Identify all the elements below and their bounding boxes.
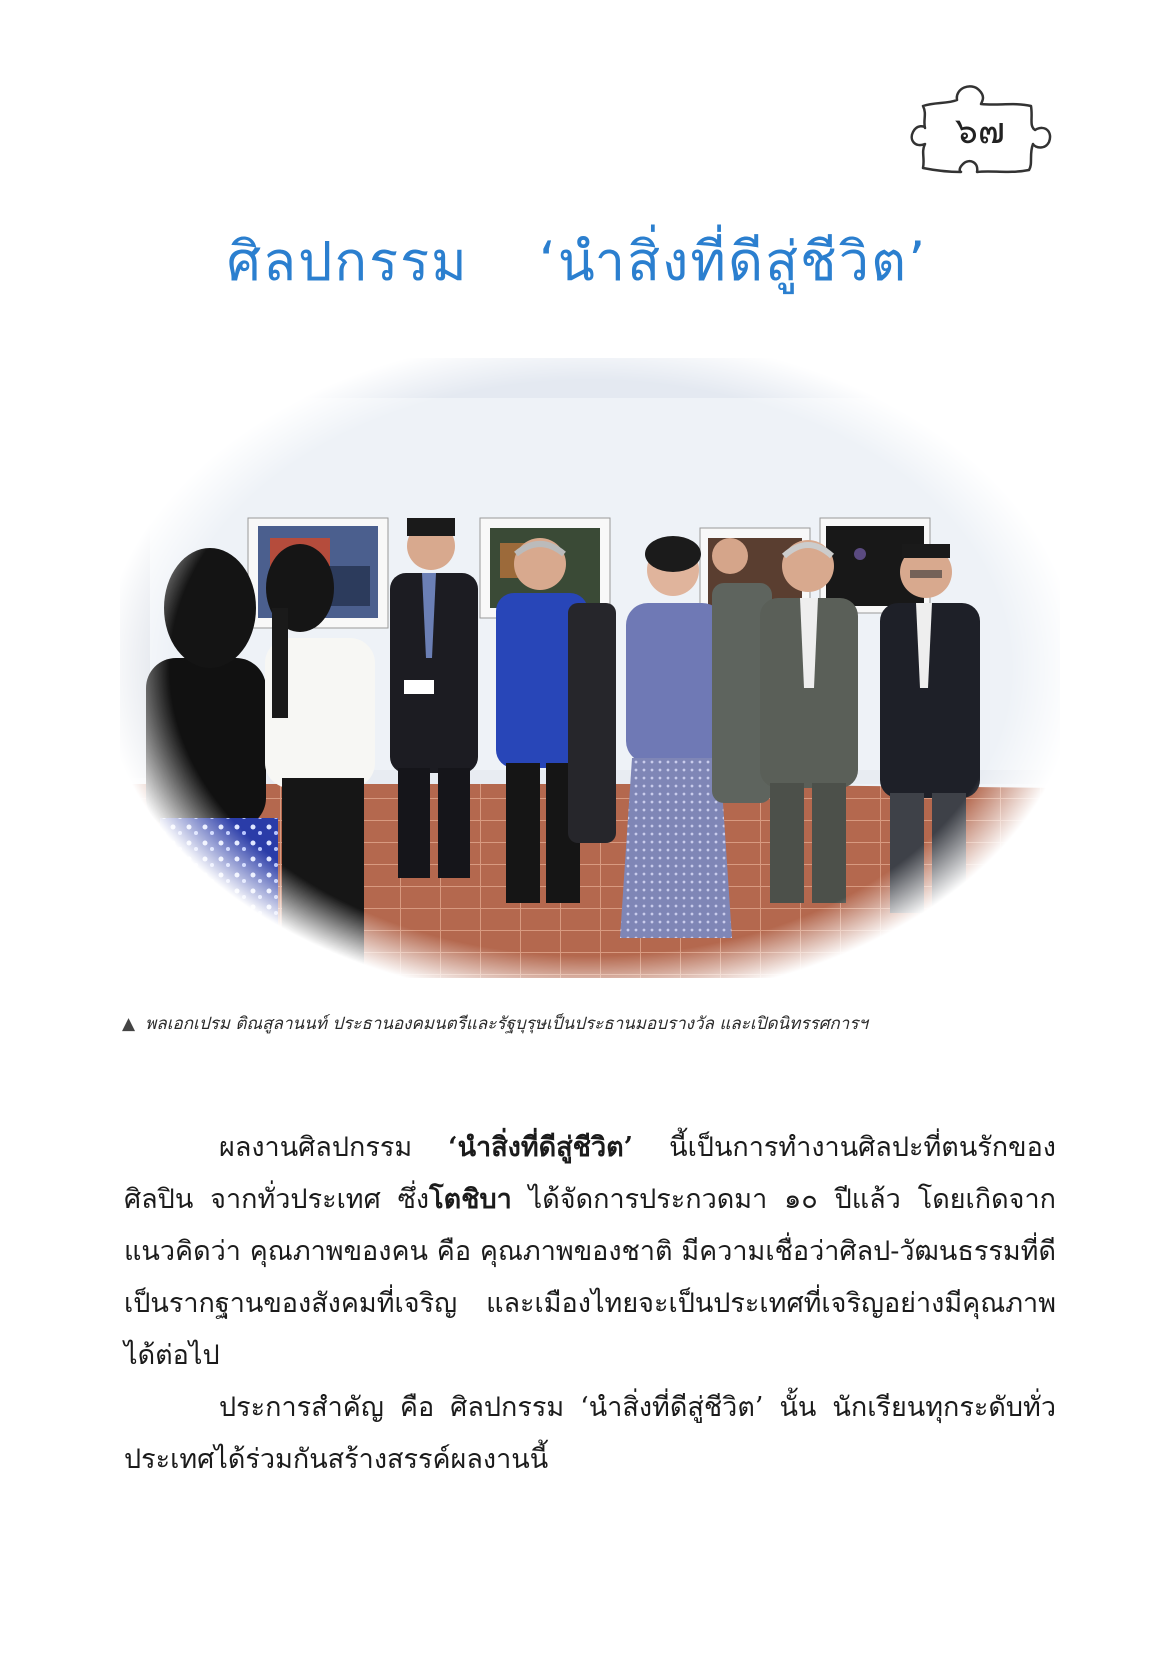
p1-text-e: ได้จัดการประกวดมา ๑๐ ปีแล้ว โดยเกิดจากแนวคิดว่า คุณภาพของคน คือ คุณภาพของชาติ มีความเชื่อว่าศิลป-วัฒนธรรมที่ดีเป็นรากฐานของสังคมที่เจริญ และเมืองไทยจะเป็นประเทศที่เจริญอย่างมีคุณภาพได้ต่อไป (124, 1184, 1056, 1371)
title-part-1: ศิลปกรรม (226, 230, 469, 293)
p2-text: ประการสำคัญ คือ ศิลปกรรม ‘นำสิ่งที่ดีสู่ชีวิต’ นั้น นักเรียนทุกระดับทั่วประเทศได้ร่วมกันสร้างสรรค์ผลงานนี้ (124, 1392, 1056, 1475)
photo-caption (122, 1010, 1062, 1037)
exhibition-photo (120, 358, 1060, 978)
paragraph-2 (124, 1382, 1056, 1486)
title-part-2: ‘นำสิ่งที่ดีสู่ชีวิต’ (538, 230, 928, 293)
caption-marker-icon: ▲ (122, 1014, 136, 1034)
p1-text-c: นี้เป็นการทำงานศิลปะที่ตนรักของศิลปิน จากทั่วประเทศ ซึ่ง (124, 1132, 1056, 1215)
photo-illustration (120, 358, 1060, 978)
paragraph-1 (124, 1122, 1056, 1382)
page-number-badge (905, 78, 1055, 178)
p1-text-a: ผลงานศิลปกรรม (219, 1132, 449, 1163)
p1-bold-title: ‘นำสิ่งที่ดีสู่ชีวิต’ (448, 1132, 634, 1163)
p1-bold-brand: โตชิบา (429, 1184, 512, 1215)
article-body (124, 1122, 1056, 1486)
page-title (0, 218, 1154, 304)
page-number: ๖๗ (955, 111, 1005, 152)
caption-text: พลเอกเปรม ติณสูลานนท์ ประธานองคมนตรีและรัฐบุรุษเป็นประธานมอบรางวัล และเปิดนิทรรศการฯ (145, 1014, 868, 1034)
